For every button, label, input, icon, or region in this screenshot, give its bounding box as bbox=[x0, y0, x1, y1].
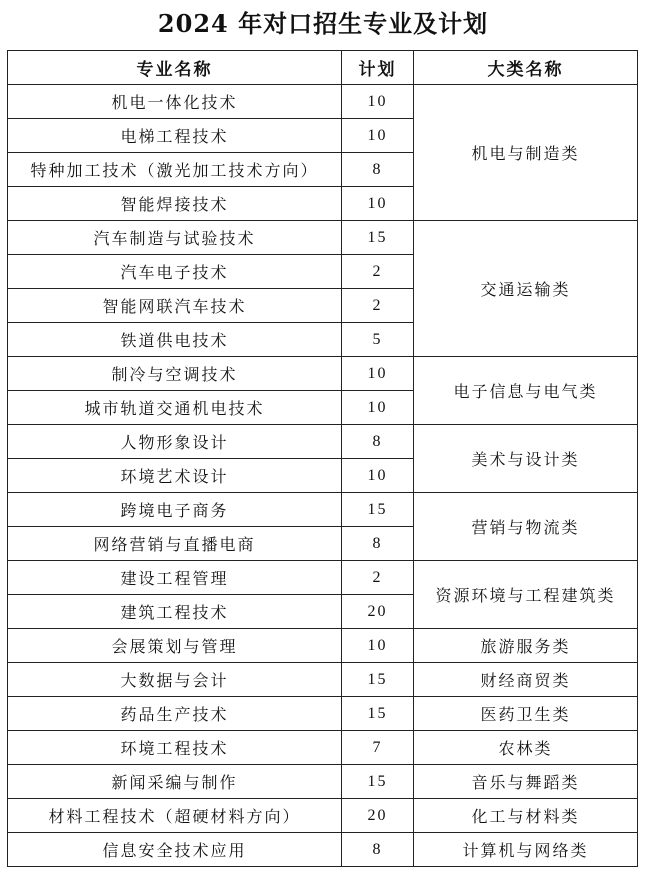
plan-count-cell: 20 bbox=[342, 595, 414, 629]
header-category: 大类名称 bbox=[414, 51, 638, 85]
table-row bbox=[8, 493, 638, 527]
table-row bbox=[8, 663, 638, 697]
major-name-cell: 信息安全技术应用 bbox=[8, 833, 342, 867]
header-plan: 计划 bbox=[342, 51, 414, 85]
table-row bbox=[8, 833, 638, 867]
major-name-cell: 建设工程管理 bbox=[8, 561, 342, 595]
major-name-cell: 材料工程技术（超硬材料方向） bbox=[8, 799, 342, 833]
category-cell: 美术与设计类 bbox=[414, 425, 638, 493]
plan-count-cell: 10 bbox=[342, 119, 414, 153]
category-cell: 计算机与网络类 bbox=[414, 833, 638, 867]
major-name-cell: 汽车制造与试验技术 bbox=[8, 221, 342, 255]
major-name-cell: 药品生产技术 bbox=[8, 697, 342, 731]
category-cell: 医药卫生类 bbox=[414, 697, 638, 731]
table-row bbox=[8, 85, 638, 119]
category-cell: 机电与制造类 bbox=[414, 85, 638, 221]
plan-count-cell: 15 bbox=[342, 663, 414, 697]
plan-count-cell: 10 bbox=[342, 187, 414, 221]
major-name-cell: 跨境电子商务 bbox=[8, 493, 342, 527]
major-name-cell: 会展策划与管理 bbox=[8, 629, 342, 663]
major-name-cell: 新闻采编与制作 bbox=[8, 765, 342, 799]
major-name-cell: 建筑工程技术 bbox=[8, 595, 342, 629]
table-row bbox=[8, 799, 638, 833]
plan-count-cell: 8 bbox=[342, 153, 414, 187]
category-cell: 旅游服务类 bbox=[414, 629, 638, 663]
table-row bbox=[8, 629, 638, 663]
major-name-cell: 智能网联汽车技术 bbox=[8, 289, 342, 323]
table-row bbox=[8, 221, 638, 255]
plan-count-cell: 15 bbox=[342, 221, 414, 255]
category-cell: 化工与材料类 bbox=[414, 799, 638, 833]
plan-count-cell: 10 bbox=[342, 629, 414, 663]
plan-count-cell: 10 bbox=[342, 391, 414, 425]
major-name-cell: 机电一体化技术 bbox=[8, 85, 342, 119]
enrollment-plan-table bbox=[7, 50, 638, 867]
plan-count-cell: 10 bbox=[342, 85, 414, 119]
major-name-cell: 环境艺术设计 bbox=[8, 459, 342, 493]
plan-count-cell: 15 bbox=[342, 697, 414, 731]
table-row bbox=[8, 425, 638, 459]
table-body bbox=[8, 85, 638, 867]
major-name-cell: 特种加工技术（激光加工技术方向） bbox=[8, 153, 342, 187]
table-row bbox=[8, 731, 638, 765]
major-name-cell: 城市轨道交通机电技术 bbox=[8, 391, 342, 425]
plan-count-cell: 7 bbox=[342, 731, 414, 765]
major-name-cell: 汽车电子技术 bbox=[8, 255, 342, 289]
plan-count-cell: 8 bbox=[342, 833, 414, 867]
category-cell: 营销与物流类 bbox=[414, 493, 638, 561]
plan-count-cell: 20 bbox=[342, 799, 414, 833]
major-name-cell: 网络营销与直播电商 bbox=[8, 527, 342, 561]
plan-count-cell: 15 bbox=[342, 493, 414, 527]
category-cell: 交通运输类 bbox=[414, 221, 638, 357]
page-title: 2024 年对口招生专业及计划 bbox=[157, 9, 489, 38]
table-row bbox=[8, 697, 638, 731]
major-name-cell: 制冷与空调技术 bbox=[8, 357, 342, 391]
major-name-cell: 智能焊接技术 bbox=[8, 187, 342, 221]
plan-count-cell: 2 bbox=[342, 561, 414, 595]
plan-count-cell: 15 bbox=[342, 765, 414, 799]
major-name-cell: 铁道供电技术 bbox=[8, 323, 342, 357]
plan-count-cell: 2 bbox=[342, 255, 414, 289]
major-name-cell: 电梯工程技术 bbox=[8, 119, 342, 153]
major-name-cell: 大数据与会计 bbox=[8, 663, 342, 697]
plan-count-cell: 2 bbox=[342, 289, 414, 323]
plan-count-cell: 10 bbox=[342, 459, 414, 493]
table-row bbox=[8, 561, 638, 595]
plan-count-cell: 8 bbox=[342, 425, 414, 459]
table-row bbox=[8, 765, 638, 799]
plan-count-cell: 5 bbox=[342, 323, 414, 357]
plan-count-cell: 8 bbox=[342, 527, 414, 561]
category-cell: 电子信息与电气类 bbox=[414, 357, 638, 425]
category-cell: 音乐与舞蹈类 bbox=[414, 765, 638, 799]
major-name-cell: 环境工程技术 bbox=[8, 731, 342, 765]
category-cell: 资源环境与工程建筑类 bbox=[414, 561, 638, 629]
table-row bbox=[8, 357, 638, 391]
category-cell: 农林类 bbox=[414, 731, 638, 765]
table-header-row bbox=[8, 51, 638, 85]
category-cell: 财经商贸类 bbox=[414, 663, 638, 697]
plan-count-cell: 10 bbox=[342, 357, 414, 391]
major-name-cell: 人物形象设计 bbox=[8, 425, 342, 459]
header-major: 专业名称 bbox=[8, 51, 342, 85]
